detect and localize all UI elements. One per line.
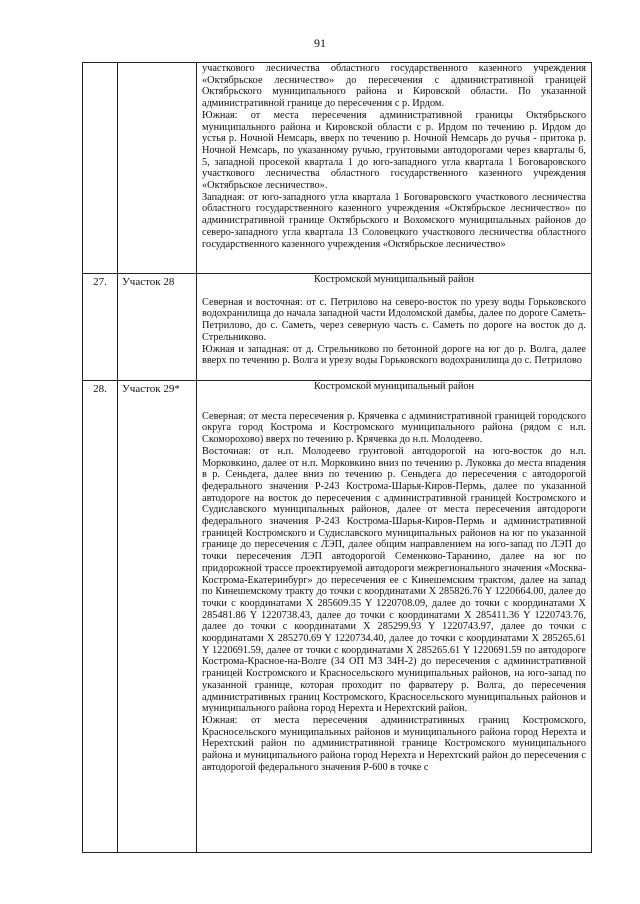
row-number bbox=[83, 63, 118, 274]
boundary-paragraph: Северная и восточная: от с. Петрилово на северо-восток по урезу воды Горьковского водохранилища до начала западной части Идоломской дамбы, далее по дороге Саметь-Петрилово, до с. Саметь, через северную часть с. Саметь по дороге на восток до д. Стрельниково. bbox=[202, 296, 586, 343]
boundary-paragraph: Западная: от юго-западного угла квартала 1 Боговаровского участкового лесничества областного государственного казенного учреждения «Октябрьское лесничество» по административной границе Октябрьского и Вохомского муниципальных районов до северо-западного угла квартала 13 Соловецкого участкового лесничества областного государственного казенного учреждения «Октябрьское лесничество» bbox=[202, 191, 586, 250]
district-name: Костромской муниципальный район bbox=[314, 274, 474, 285]
zones-table bbox=[82, 62, 592, 853]
table-row bbox=[83, 63, 592, 274]
boundary-paragraph: Южная: от места пересечения административной границы Октябрьского муниципального района и Кировской области с р. Ирдом по течению р. Ирдом до устья р. Ночной Немсарь, вверх по течению р. Ночной Немсарь до ручья - притока р. Ночной Немсарь, по указанному ручью, грунтовыми автодорогами через кварталы 6, 5, западной просекой квартала 1 до юго-западного угла квартала 1 Боговаровского участкового лесничества областного государственного казенного учреждения «Октябрьское лесничество». bbox=[202, 109, 586, 192]
boundary-paragraph: участкового лесничества областного государственного казенного учреждения «Октябрьское лесничество» до пересечения с административной границей Октябрьского муниципального района и Кировской области. По указанной административной границе до пересечения с р. Ирдом. bbox=[202, 63, 586, 110]
boundary-paragraph: Южная: от места пересечения административных границ Костромского, Красносельского муниципальных районов и муниципального района город Нерехта и Нерехтский район по административной границе Костромского муниципального района и муниципального района город Нерехта и Нерехтский район до пересечения с автодорогой федерального значения Р-600 в точке с bbox=[202, 714, 586, 773]
row-number: 27. bbox=[83, 274, 118, 381]
boundary-description bbox=[197, 274, 592, 381]
boundary-paragraph: Восточная: от н.п. Молодеево грунтовой автодорогой на юго-восток до н.п. Морковкино, далее от н.п. Морковкино вниз по течению р. Луковка до места впадения в р. Сеньдега, далее вниз по течению р. Сеньдега до пересечения с автодорогой федерального значения Р-243 Кострома-Шарья-Киров-Пермь, далее по указанной автодороге на восток до пересечения с административной границей Костромского и Судиславского муниципальных районов, далее от места пересечения автодороги федерального значения Р-243 Кострома-Шарья-Киров-Пермь и административной границей Костромского и Судиславского муниципальных районов на юг по указанной границе до пересечения с ЛЭП, далее общим направлением на юго-запад по ЛЭП до точки пересечения ЛЭП автодорогой Семенково-Таранино, далее на юг по придорожной трассе проектируемой автодороги межрегионального значения «Москва-Кострома-Екатеринбург» до пересечения ее с Кинешемским трактом, далее на запад по Кинешемскому тракту до точки с координатами X 285826.76 Y 1220664.00, далее до точки с координатами X 285609.35 Y 1220708.09, далее до точки с координатами X 285481.86 Y 1220738.43, далее до точки с координатами X 285411.36 Y 1220743.76, далее до точки с координатами X 285299.93 Y 1220743.97, далее до точки с координатами X 285270.69 Y 1220734.40, далее до точки с координатами X 285265.61 Y 1220691.59, далее от точки с координатами X 285265.61 Y 1220691.59 по автодороге Кострома-Красное-на-Волге (34 ОП МЗ 34Н-2) до пересечения с административной границей Костромского и Красносельского муниципальных районов, на юго-запад по указанной границе, которая проходит по фарватеру р. Волга, до пересечения административных границ Костромского, Красносельского муниципальных районов и муниципального района город Нерехта и Нерехтский район. bbox=[202, 445, 586, 715]
district-name: Костромской муниципальный район bbox=[314, 381, 474, 392]
boundary-description bbox=[197, 381, 592, 853]
table-row bbox=[83, 381, 592, 853]
plot-name: Участок 29* bbox=[118, 381, 197, 853]
table-row bbox=[83, 274, 592, 381]
row-number: 28. bbox=[83, 381, 118, 853]
plot-name bbox=[118, 63, 197, 274]
boundary-paragraph: Северная: от места пересечения р. Крячевка с административной границей городского округа город Кострома и Костромского муниципального района (рядом с н.п. Скоморохово) вверх по течению р. Крячевка до н.п. Молодеево. bbox=[202, 410, 586, 446]
page-number: 91 bbox=[314, 36, 326, 50]
boundary-paragraph: Южная и западная: от д. Стрельниково по бетонной дороге на юг до р. Волга, далее вверх по течению р. Волга и урезу воды Горьковского водохранилища до с. Петрилово bbox=[202, 343, 586, 367]
plot-name: Участок 28 bbox=[118, 274, 197, 381]
boundary-description bbox=[197, 63, 592, 274]
